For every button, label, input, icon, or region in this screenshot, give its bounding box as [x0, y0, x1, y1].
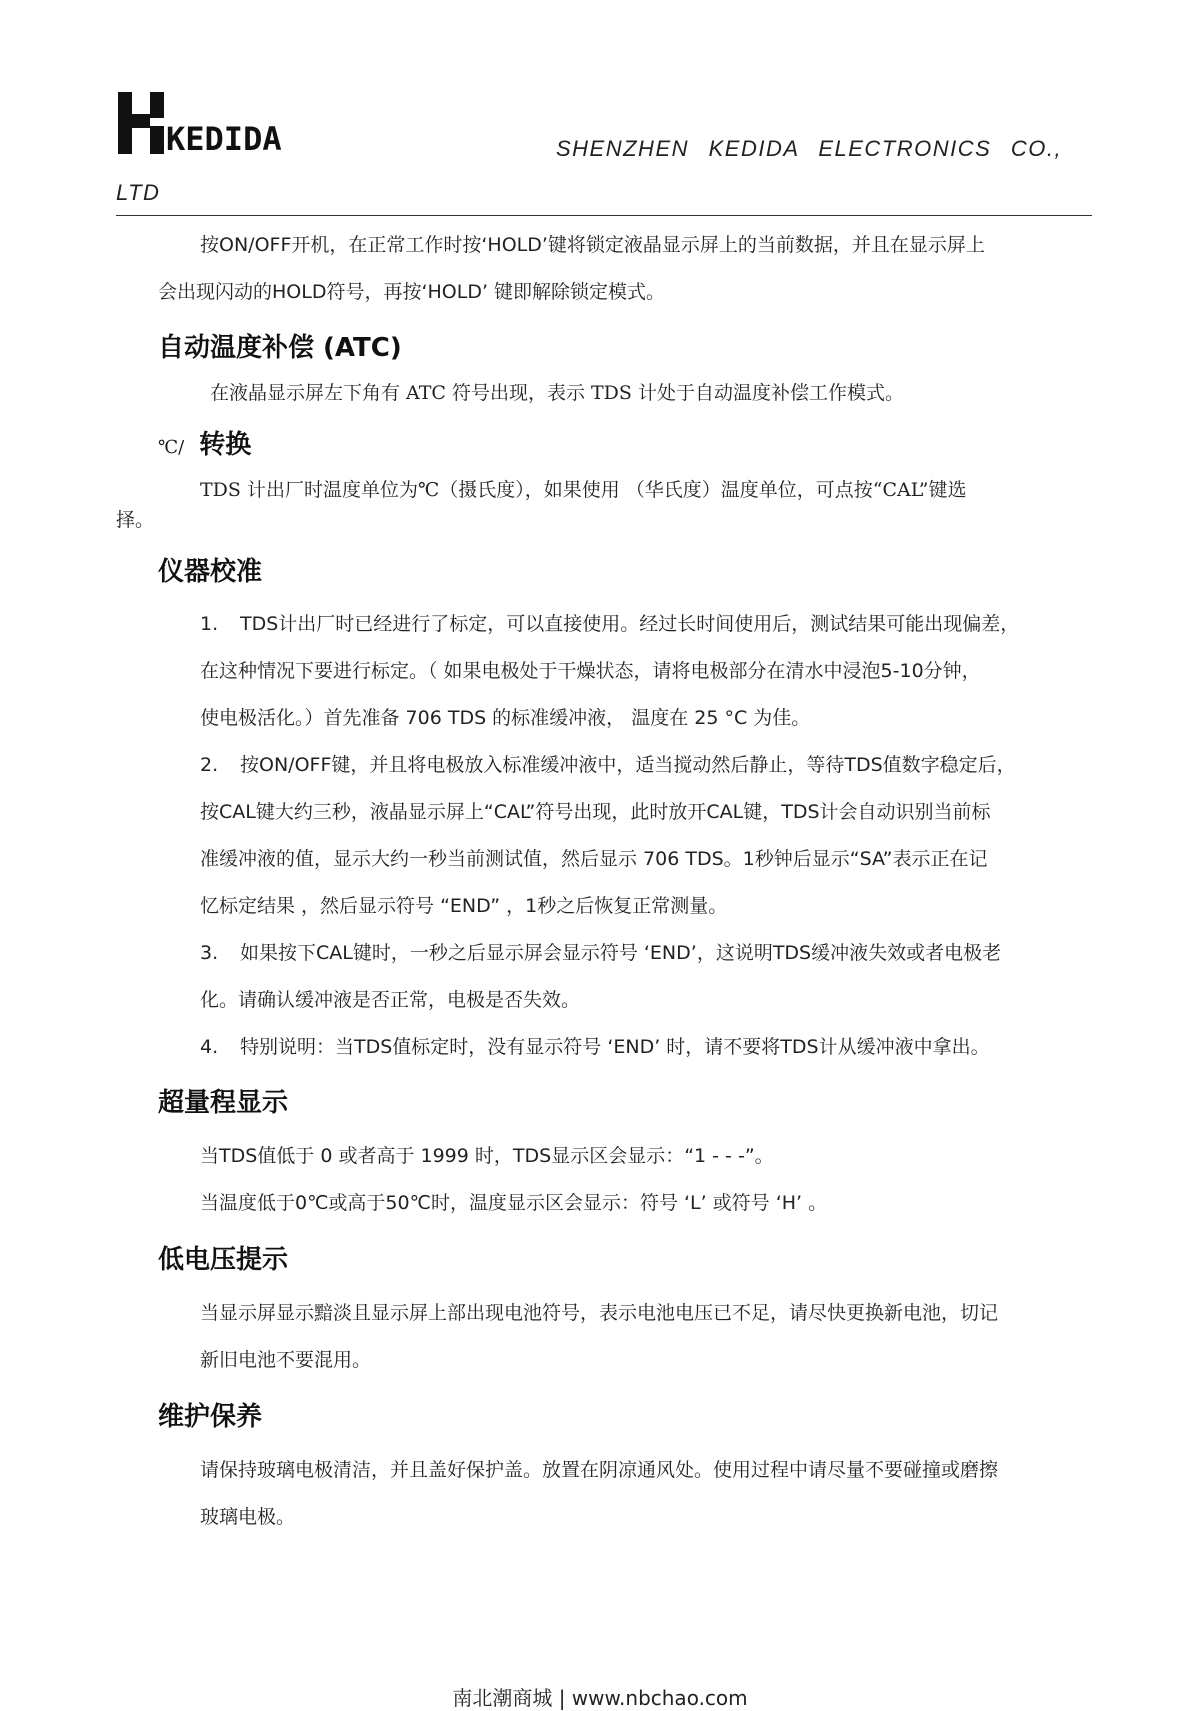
calibration-item-2	[200, 750, 1016, 777]
calibration-item-3-line2: 化。请确认缓冲液是否正常，电极是否失效。	[200, 989, 581, 1011]
item-number: 4.	[200, 1036, 219, 1058]
hold-paragraph-line1: 按ON/OFF开机，在正常工作时按‘HOLD’键将锁定液晶显示屏上的当前数据，并且在显示屏上	[200, 234, 985, 256]
maintenance-line2: 玻璃电极。	[200, 1506, 296, 1528]
overrange-line2: 当温度低于0℃或高于50℃时，温度显示区会显示：符号 ‘L’ 或符号 ‘H’ 。	[200, 1192, 828, 1214]
calibration-item-4	[200, 1032, 990, 1059]
hold-paragraph-line2: 会出现闪动的HOLD符号，再按‘HOLD’ 键即解除锁定模式。	[158, 281, 666, 303]
item-number: 2.	[200, 754, 219, 776]
unit-heading	[158, 424, 251, 461]
lowvolt-line2: 新旧电池不要混用。	[200, 1349, 372, 1371]
lowvolt-heading: 低电压提示	[158, 1245, 289, 1275]
company-name-line2: LTD	[116, 180, 161, 205]
maintenance-heading: 维护保养	[158, 1402, 263, 1432]
lowvolt-line1: 当显示屏显示黯淡且显示屏上部出现电池符号，表示电池电压已不足，请尽快更换新电池，切记	[200, 1302, 999, 1324]
calibration-item-1	[200, 609, 1019, 636]
unit-paragraph-line1: TDS 计出厂时温度单位为℃（摄氏度），如果使用 （华氏度）温度单位，可点按“CAL”键选	[200, 479, 967, 501]
calibration-item-2-line2: 按CAL键大约三秒，液晶显示屏上“CAL”符号出现，此时放开CAL键，TDS计会自动识别当前标	[200, 801, 991, 823]
calibration-item-1-line2: 在这种情况下要进行标定。（ 如果电极处于干燥状态，请将电极部分在清水中浸泡5-10分钟，	[200, 660, 981, 682]
calibration-item-2-line4: 忆标定结果 ，然后显示符号 “END” ，1秒之后恢复正常测量。	[200, 895, 728, 917]
company-name-line1: SHENZHEN KEDIDA ELECTRONICS CO.,	[556, 136, 1063, 161]
item-number: 3.	[200, 942, 219, 964]
item-line: 特别说明：当TDS值标定时，没有显示符号 ‘END’ 时，请不要将TDS计从缓冲液中拿出。	[240, 1036, 990, 1058]
overrange-heading: 超量程显示	[158, 1088, 289, 1118]
calibration-item-2-line3: 准缓冲液的值，显示大约一秒当前测试值，然后显示 706 TDS。1秒钟后显示“SA”表示正在记	[200, 848, 988, 870]
overrange-line1: 当TDS值低于 0 或者高于 1999 时，TDS显示区会显示：“1 - - -”。	[200, 1145, 774, 1167]
atc-heading: 自动温度补偿 (ATC)	[158, 333, 402, 363]
item-line: TDS计出厂时已经进行了标定，可以直接使用。经过长时间使用后，测试结果可能出现偏差，	[240, 613, 1020, 635]
maintenance-line1: 请保持玻璃电极清洁，并且盖好保护盖。放置在阴凉通风处。使用过程中请尽量不要碰撞或磨擦	[200, 1459, 999, 1481]
header-divider	[116, 215, 1092, 216]
item-line: 如果按下CAL键时，一秒之后显示屏会显示符号 ‘END’，这说明TDS缓冲液失效或者电极老	[240, 942, 1002, 964]
footer-link[interactable]: 南北潮商城 | www.nbchao.com	[452, 1686, 748, 1710]
unit-heading-symbol: ℃/	[158, 437, 185, 458]
item-line: 按ON/OFF键，并且将电极放入标准缓冲液中，适当搅动然后静止，等待TDS值数字稳定后，	[240, 754, 1016, 776]
atc-paragraph: 在液晶显示屏左下角有 ATC 符号出现，表示 TDS 计处于自动温度补偿工作模式。	[210, 382, 904, 404]
unit-paragraph-line2: 择。	[116, 509, 155, 531]
unit-heading-text: 转换	[199, 430, 252, 460]
kedida-logo	[118, 92, 298, 154]
item-number: 1.	[200, 613, 219, 635]
calibration-item-3	[200, 938, 1001, 965]
logo-text: KEDIDA	[166, 120, 282, 154]
calibration-heading: 仪器校准	[158, 557, 263, 587]
calibration-item-1-line3: 使电极活化。）首先准备 706 TDS 的标准缓冲液， 温度在 25 °C 为佳。	[200, 707, 811, 729]
